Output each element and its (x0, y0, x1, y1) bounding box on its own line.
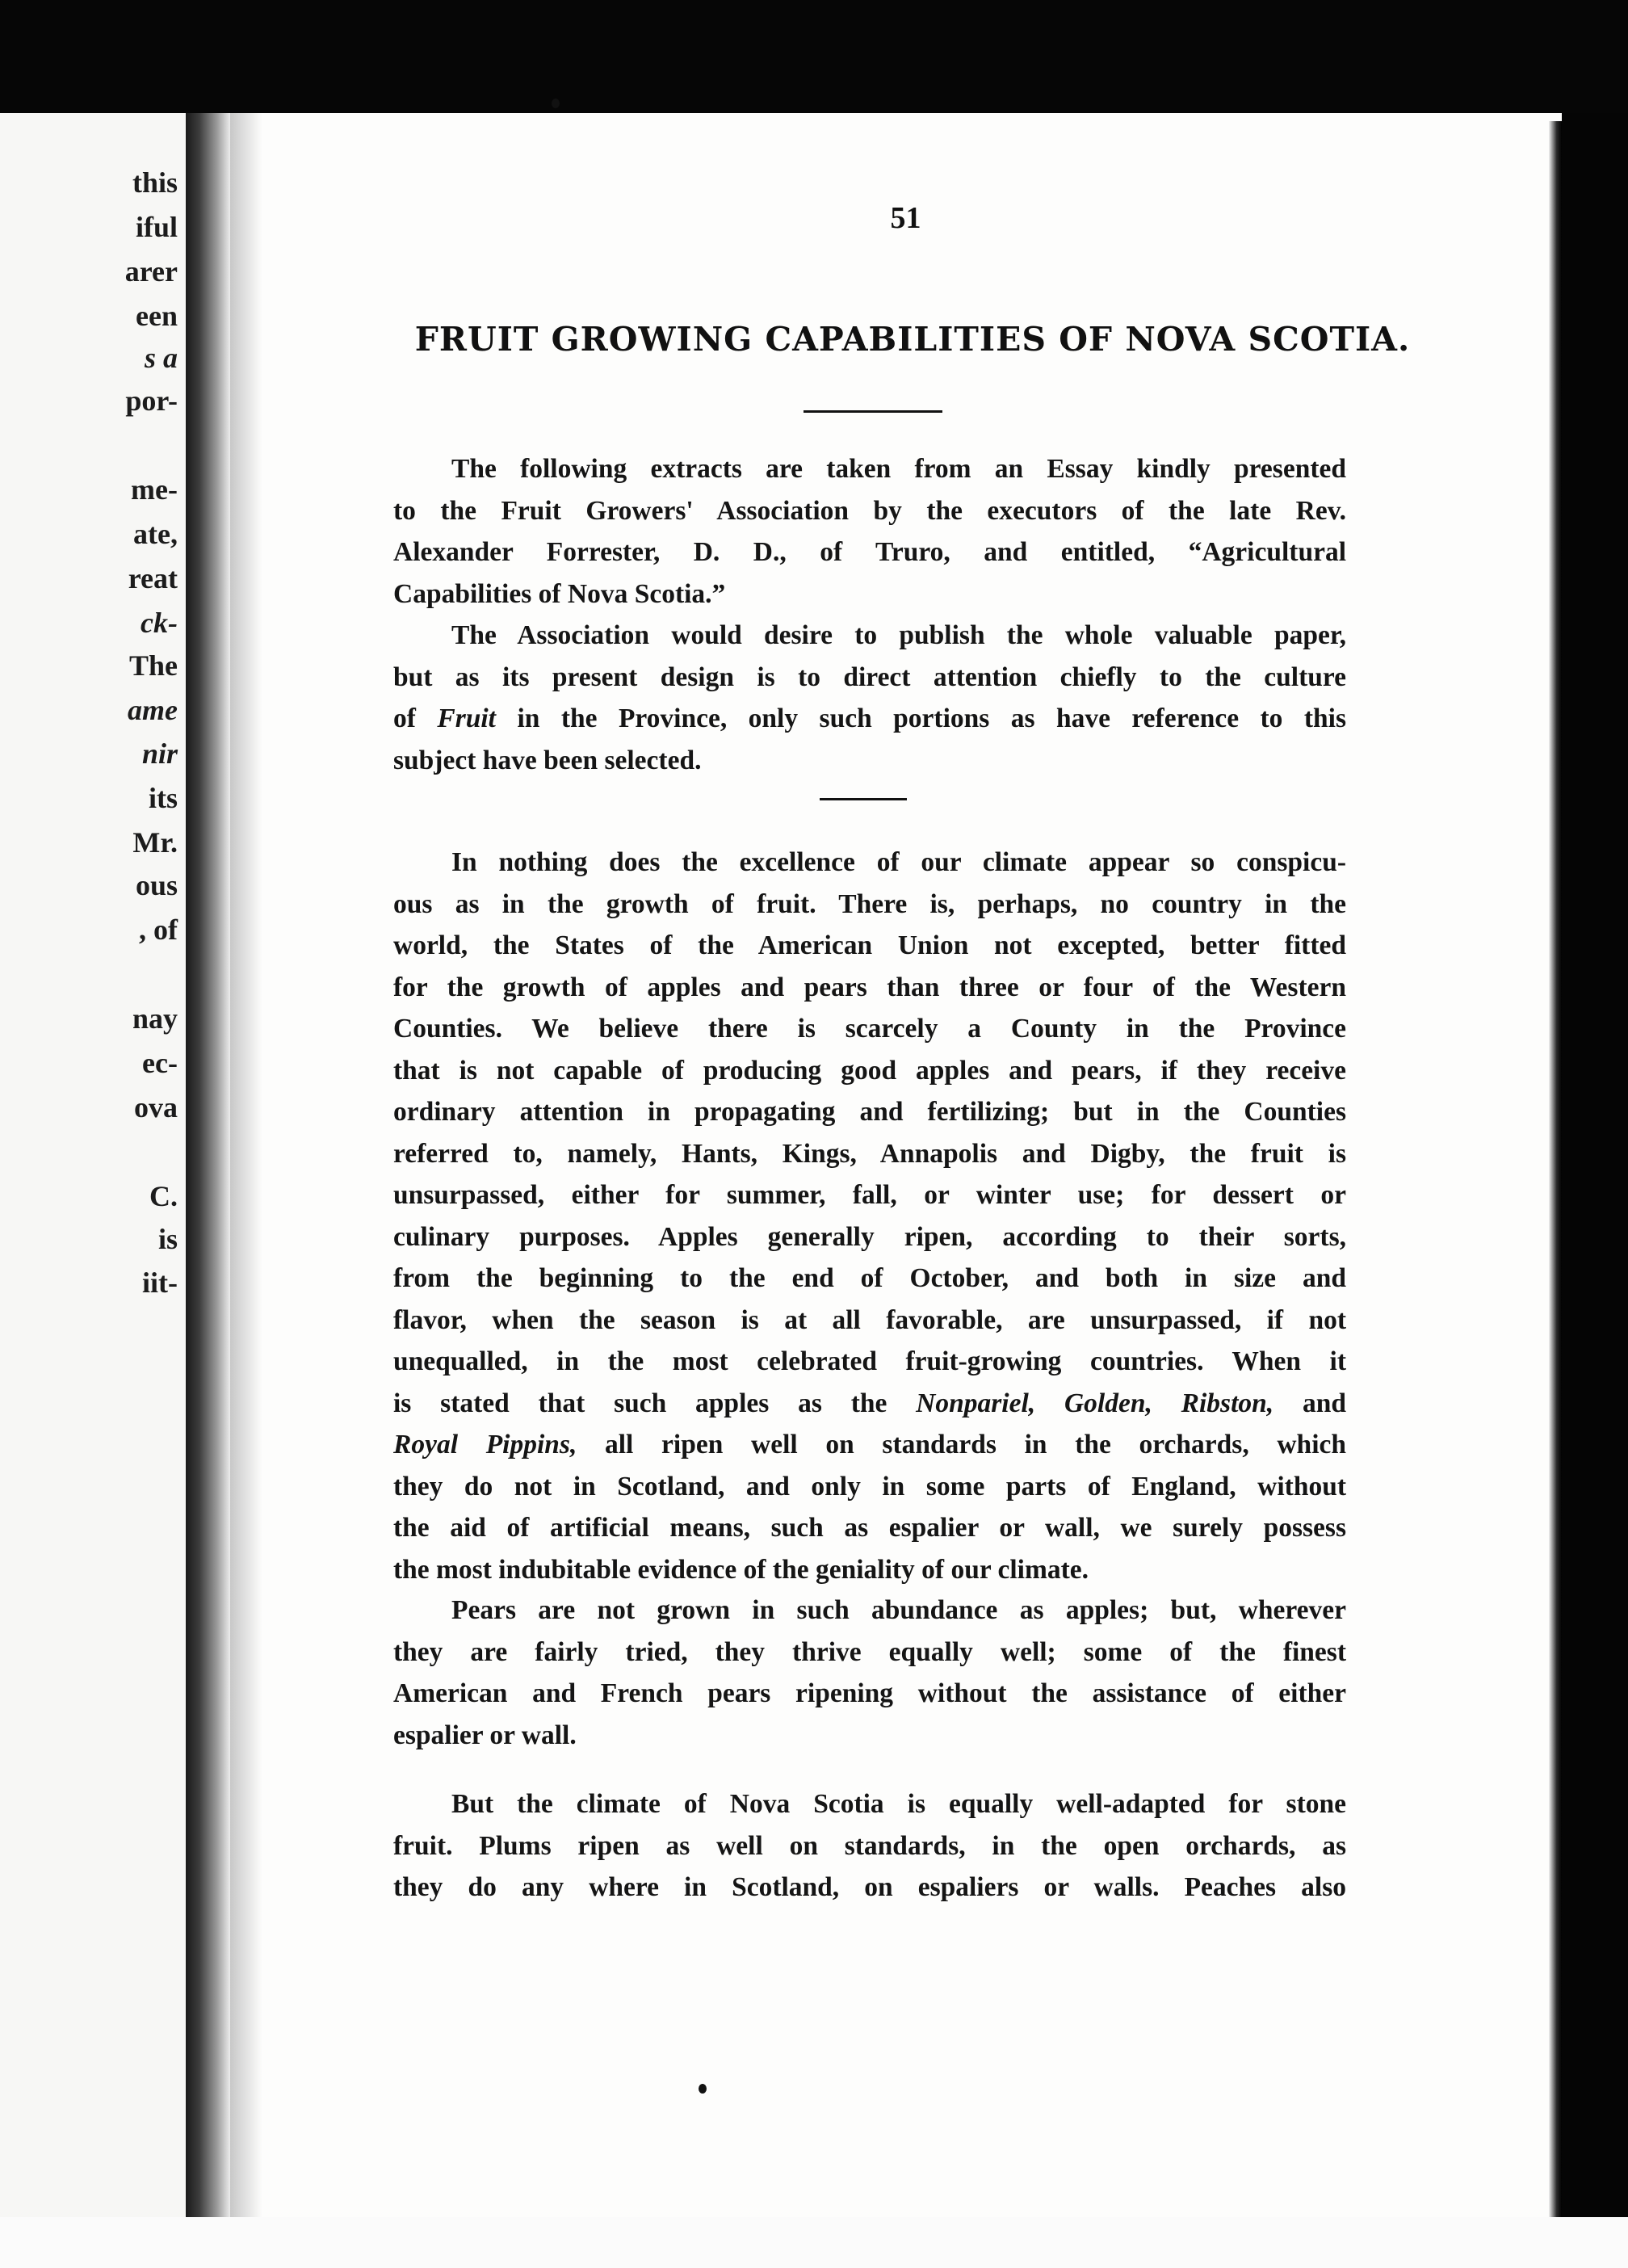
title-rule (804, 410, 942, 413)
body-p3-line: they do any where in Scotland, on espaliers or walls. Peaches also (393, 1872, 1346, 1902)
intro-p1-line: to the Fruit Growers' Association by the executors of the late Rev. (393, 495, 1346, 526)
scan-bottom-margin (0, 2217, 1628, 2268)
intro-p2-line: but as its present design is to direct attention chiefly to the culture (393, 662, 1346, 692)
facing-page-fragment: ous (135, 869, 178, 901)
facing-page-fragment: me- (131, 473, 178, 506)
facing-page-fragment: this (132, 166, 178, 199)
section-rule (820, 798, 907, 800)
body-p1-line: flavor, when the season is at all favorable, are unsurpassed, if not (393, 1304, 1346, 1335)
facing-page-fragment: ec- (142, 1047, 178, 1079)
facing-page-fragment: een (136, 300, 178, 332)
facing-page-fragment: C. (149, 1180, 178, 1212)
stone-fruit-paragraph (393, 1783, 1346, 1909)
facing-page-edge (0, 113, 186, 2225)
facing-page-fragment: ame (128, 694, 178, 726)
pears-paragraph (393, 1590, 1346, 1756)
body-p1-line: In nothing does the excellence of our climate appear so conspicu- (451, 847, 1346, 877)
ink-speck (552, 99, 560, 108)
body-p2-line: American and French pears ripening without the assistance of either (393, 1678, 1346, 1708)
body-p1-line: world, the States of the American Union not excepted, better fitted (393, 930, 1346, 960)
apple-variety: Golden, (1064, 1388, 1152, 1418)
body-p1-line: referred to, namely, Hants, Kings, Annapolis and Digby, the fruit is (393, 1138, 1346, 1169)
intro-p2-word: of (393, 704, 416, 733)
intro-p1-line: Capabilities of Nova Scotia.” (393, 578, 726, 609)
apple-variety: Ribston, (1181, 1388, 1274, 1418)
body-p2-line: Pears are not grown in such abundance as apples; but, wherever (451, 1595, 1346, 1625)
body-p1-line: unequalled, in the most celebrated fruit-growing countries. When it (393, 1346, 1346, 1376)
facing-page-fragment: , of (139, 914, 178, 946)
apple-variety: Royal Pippins, (393, 1430, 577, 1460)
body-p1-line: unsurpassed, either for summer, fall, or winter use; for dessert or (393, 1180, 1346, 1210)
body-word: all ripen well on standards in the orchards, which (605, 1430, 1346, 1460)
facing-page-fragment: iit- (142, 1266, 178, 1299)
scan-right-border (1562, 113, 1628, 2229)
intro-p2-word: in the Province, only such portions as have reference to this (517, 704, 1347, 733)
body-p1-line: Counties. We believe there is scarcely a County in the Province (393, 1014, 1346, 1044)
intro-p2-line: subject have been selected. (393, 745, 702, 775)
facing-page-fragment: ck- (141, 607, 178, 639)
facing-page-fragment: ate, (133, 518, 178, 550)
page-number: 51 (890, 201, 921, 235)
body-p3-line: But the climate of Nova Scotia is equally well-adapted for stone (451, 1789, 1346, 1819)
page-right-edge (1549, 121, 1562, 2221)
book-page (262, 113, 1549, 2217)
facing-page-fragment: Mr. (132, 826, 178, 859)
apple-variety: Nonpariel, (916, 1388, 1036, 1418)
intro-p2-line (393, 698, 1346, 740)
body-section (393, 842, 1346, 1590)
facing-page-fragment: iful (135, 211, 178, 243)
body-p3-line: fruit. Plums ripen as well on standards, in the open orchards, as (393, 1830, 1346, 1861)
gutter-shadow (230, 113, 262, 2225)
body-p1-line: that is not capable of producing good apples and pears, if they receive (393, 1055, 1346, 1086)
scan-top-border (0, 0, 1628, 113)
facing-page-fragment: por- (125, 384, 178, 417)
book-gutter (186, 113, 230, 2225)
body-p1-line: ordinary attention in propagating and fertilizing; but in the Counties (393, 1097, 1346, 1127)
intro-section (393, 448, 1346, 781)
facing-page-fragment: nay (132, 1002, 178, 1035)
ink-speck (699, 2084, 707, 2094)
body-word: and (1302, 1388, 1346, 1418)
facing-page-fragment: ova (134, 1091, 178, 1124)
body-p1-line: they do not in Scotland, and only in some parts of England, without (393, 1471, 1346, 1502)
body-p1-line (393, 1424, 1346, 1466)
body-p1-line: culinary purposes. Apples generally ripen, according to their sorts, (393, 1221, 1346, 1252)
facing-page-fragment: its (149, 782, 178, 814)
intro-p1-line: Alexander Forrester, D. D., of Truro, and entitled, “Agricultural (393, 537, 1346, 567)
facing-page-fragment: reat (128, 562, 178, 594)
body-p1-line: ous as in the growth of fruit. There is, perhaps, no country in the (393, 888, 1346, 919)
body-p2-line: espalier or wall. (393, 1720, 577, 1750)
body-p1-line (393, 1383, 1346, 1425)
intro-p2-italic: Fruit (437, 704, 496, 733)
body-p2-line: they are fairly tried, they thrive equally well; some of the finest (393, 1636, 1346, 1667)
intro-p2-line: The Association would desire to publish the whole valuable paper, (451, 620, 1346, 650)
facing-page-fragment: is (157, 1223, 178, 1255)
body-word: is stated that such apples as the (393, 1388, 887, 1418)
body-p1-line: the most indubitable evidence of the geniality of our climate. (393, 1554, 1089, 1585)
body-p1-line: the aid of artificial means, such as espalier or wall, we surely possess (393, 1513, 1346, 1543)
body-p1-line: from the beginning to the end of October, and both in size and (393, 1263, 1346, 1293)
facing-page-fragment: The (128, 649, 178, 682)
facing-page-fragment: arer (124, 255, 178, 288)
body-p1-line: for the growth of apples and pears than three or four of the Western (393, 972, 1346, 1002)
facing-page-fragment: s a (144, 342, 178, 374)
article-title: FRUIT GROWING CAPABILITIES OF NOVA SCOTIA. (414, 320, 1411, 359)
intro-p1-line: The following extracts are taken from an Essay kindly presented (451, 454, 1346, 484)
facing-page-fragment: nir (141, 737, 178, 770)
